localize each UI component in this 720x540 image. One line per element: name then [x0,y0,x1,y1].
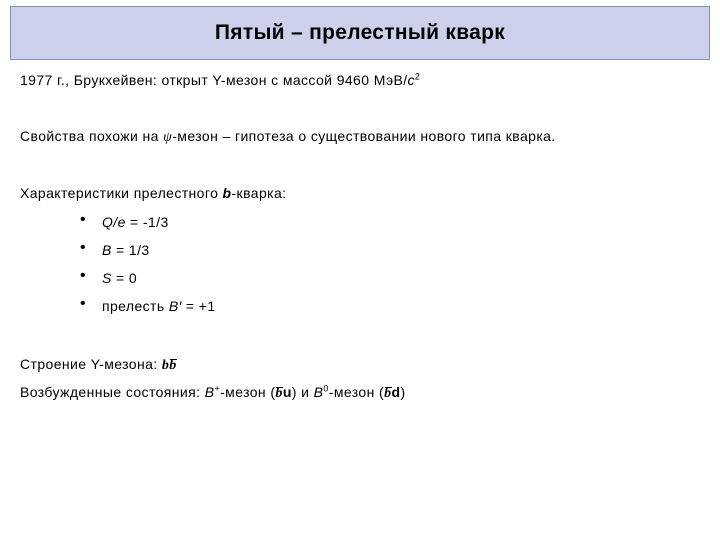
discovery-text: 1977 г., Брукхейвен: открыт Υ-мезон с массой 9460 МэВ/ [20,72,408,88]
meson-text-2: -мезон ( [328,384,385,400]
b-quark-symbol: b [222,185,232,201]
beauty-value: = +1 [181,298,216,314]
characteristics-text-after: -кварка: [231,185,287,201]
zero-sup: 0 [323,383,329,394]
u-quark-symbol: u [282,384,292,400]
anti-b-quark-symbol: b [169,358,177,373]
title-box [10,6,710,60]
properties-text-after: -мезон – гипотеза о существовании нового типа кварка. [172,128,556,144]
excited-text: Возбужденные состояния: [20,384,205,400]
b-quark-symbol: b [161,358,170,373]
bullet-icon: • [80,211,87,228]
excited-states-line [20,384,406,402]
structure-line [20,356,177,374]
page-title: Пятый – прелестный кварк [214,21,506,44]
beauty-label: прелесть [102,298,169,314]
properties-text-before: Свойства похожи на [20,128,164,144]
strangeness-symbol: S [102,270,112,286]
properties-line [20,128,556,146]
charge-value: = -1/3 [125,214,169,230]
beauty-symbol: B′ [168,298,182,314]
characteristics-text-before: Характеристики прелестного [20,185,223,201]
baryon-value: = 1/3 [111,242,150,258]
speed-of-light-symbol: c [407,72,415,88]
anti-b-symbol: b [384,386,392,401]
psi-symbol: ψ [163,130,173,145]
exponent: 2 [414,71,421,82]
charge-symbol: Q/e [102,214,126,230]
d-quark-symbol: d [391,384,401,400]
bullet-icon: • [80,239,87,256]
baryon-symbol: B [102,242,112,258]
bullet-icon: • [80,267,87,284]
characteristics-heading [20,185,286,201]
structure-text: Строение Υ-мезона: [20,356,162,372]
b-zero-symbol: B [313,384,324,400]
anti-b-symbol: b [275,386,283,401]
b-plus-symbol: B [204,384,215,400]
closing-paren: ) [400,384,406,400]
plus-sup: + [214,383,221,394]
strangeness-value: = 0 [111,270,138,286]
meson-text-1: -мезон ( [220,384,276,400]
discovery-line [20,72,420,88]
and-text: ) и [291,384,314,400]
bullet-icon: • [80,295,87,312]
